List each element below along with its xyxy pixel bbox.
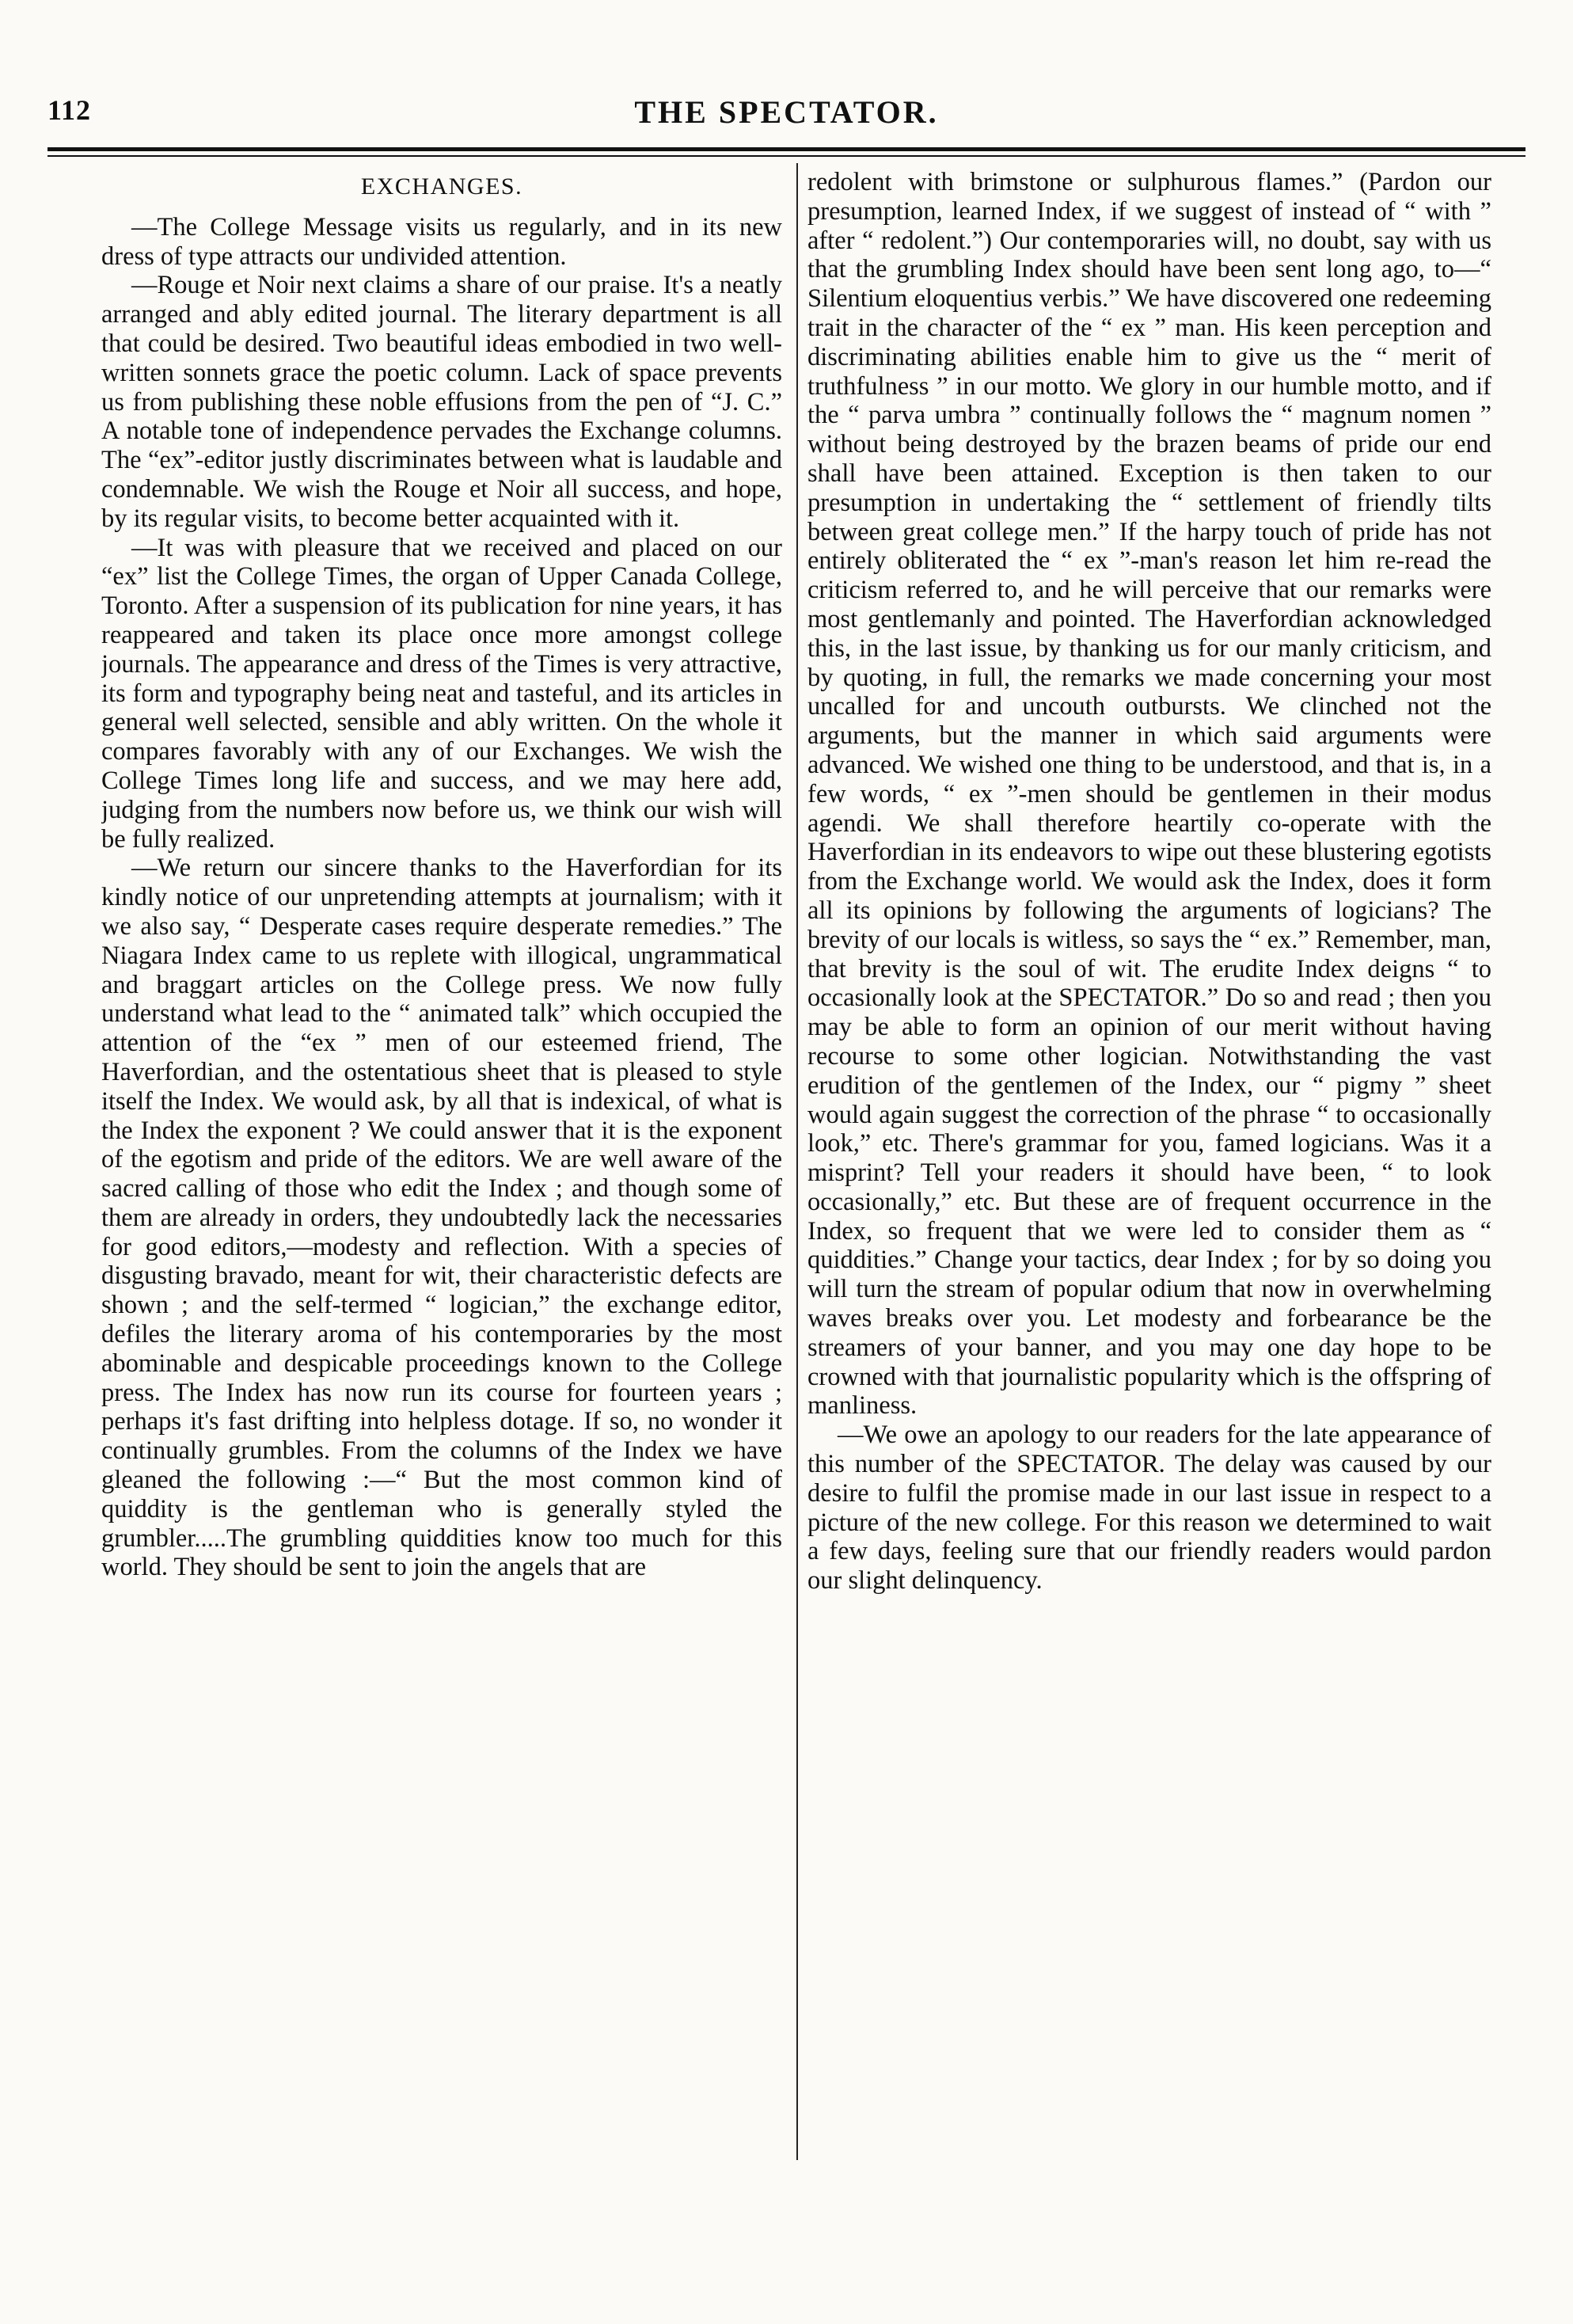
- paragraph-rouge-et-noir: —Rouge et Noir next claims a share of our praise. It's a neatly arranged and ably edited journal. The literary department is all that could be desired. Two beautiful ideas embodied in two well-written sonnets grace the poetic column. Lack of space prevents us from publishing these noble effusions from the pen of “J. C.” A notable tone of independence pervades the Exchange columns. The “ex”-editor justly discriminates between what is laudable and condemnable. We wish the Rouge et Noir all success, and hope, by its regular visits, to become better acquainted with it.: [101, 271, 782, 533]
- paragraph-college-times: —It was with pleasure that we received and placed on our “ex” list the College Times, the organ of Upper Canada College, Toronto. After a suspension of its publication for nine years, it has reappeared and taken its place once more amongst college journals. The appearance and dress of the Times is very attractive, its form and typography being neat and tasteful, and its articles in general well selected, sensible and ably written. On the whole it compares favorably with any of our Exchanges. We wish the College Times long life and success, and we may here add, judging from the numbers now before us, we think our wish will be fully realized.: [101, 533, 782, 854]
- paragraph-index-continued: redolent with brimstone or sulphurous flames.” (Pardon our presumption, learned Index, if we suggest of instead of “ with ” after “ redolent.”) Our contemporaries will, no doubt, say with us that the grumbling Index should have been sent long ago, to—“ Silentium eloquentius verbis.” We have discovered one redeeming trait in the character of the “ ex ” man. His keen perception and discriminating abilities enable him to give us the “ merit of truthfulness ” in our motto. We glory in our humble motto, and if the “ parva umbra ” continually follows the “ magnum nomen ” without being destroyed by the brazen beams of pride our end shall have been attained. Exception is then taken to our presumption in undertaking the “ settlement of friendly tilts between great college men.” If the harpy touch of pride has not entirely obliterated the “ ex ”-man's reason let him re-read the criticism referred to, and he will perceive that our remarks were most gentlemanly and pointed. The Haverfordian acknowledged this, in the last issue, by thanking us for our manly criticism, and by quoting, in full, the remarks we made concerning your most uncalled for and uncouth outbursts. We clinched not the arguments, but the manner in which said arguments were advanced. We wished one thing to be understood, and that is, in a few words, “ ex ”-men should be gentlemen in their modus agendi. We shall therefore heartily co-operate with the Haverfordian in its endeavors to wipe out these blustering egotists from the Exchange world. We would ask the Index, does it form all its opinions by following the arguments of logicians? The brevity of our locals is witless, so says the “ ex.” Remember, man, that brevity is the soul of wit. The erudite Index deigns “ to occasionally look at the SPECTATOR.” Do so and read ; then you may be able to form an opinion of our merit without having recourse to some other logician. Notwithstanding the vast erudition of the gentlemen of the Index, our “ pigmy ” sheet would again suggest the correction of the phrase “ to occasionally look,” etc. There's grammar for you, famed logicians. Was it a misprint? Tell your readers it should have been, “ to look occasionally,” etc. But these are of frequent occurrence in the Index, so frequent that we were led to consider them as “ quiddities.” Change your tactics, dear Index ; for by so doing you will turn the stream of popular odium that now in overwhelming waves breaks over you. Let modesty and forbearance be the streamers of your banner, and you may one day hope to be crowned with that journalistic popularity which is the offspring of manliness.: [807, 168, 1491, 1421]
- page-number: 112: [47, 94, 92, 126]
- page-header: [47, 93, 1526, 138]
- masthead-title: THE SPECTATOR.: [634, 94, 939, 130]
- column-divider: [796, 163, 798, 2160]
- left-column: [101, 168, 782, 2163]
- paragraph-apology: —We owe an apology to our readers for the late appearance of this number of the SPECTATOR. The delay was caused by our desire to fulfil the promise made in our last issue in respect to a picture of the new college. For this reason we determined to wait a few days, feeling sure that our friendly readers would pardon our slight delinquency.: [807, 1421, 1491, 1596]
- header-rule-thin: [47, 155, 1526, 157]
- header-rule-thick: [47, 147, 1526, 151]
- paragraph-college-message: —The College Message visits us regularly, and in its new dress of type attracts our undivided attention.: [101, 212, 782, 271]
- paragraph-haverfordian-index: —We return our sincere thanks to the Haverfordian for its kindly notice of our unpretending attempts at journalism; with it we also say, “ Desperate cases require desperate remedies.” The Niagara Index came to us replete with illogical, ungrammatical and braggart articles on the College press. We now fully understand what lead to the “ animated talk” which occupied the attention of the “ex ” men of our esteemed friend, The Haverfordian, and the ostentatious sheet that is pleased to style itself the Index. We would ask, by all that is indexical, of what is the Index the exponent ? We could answer that it is the exponent of the egotism and pride of the editors. We are well aware of the sacred calling of those who edit the Index ; and though some of them are already in orders, they undoubtedly lack the necessaries for good editors,—modesty and reflection. With a species of disgusting bravado, meant for wit, their characteristic defects are shown ; and the self-termed “ logician,” the exchange editor, defiles the literary aroma of his contemporaries by the most abominable and despicable proceedings known to the College press. The Index has now run its course for fourteen years ; perhaps it's fast drifting into helpless dotage. If so, no wonder it continually grumbles. From the columns of the Index we have gleaned the following :—“ But the most common kind of quiddity is the gentleman who is generally styled the grumbler.....The grumbling quiddities know too much for this world. They should be sent to join the angels that are: [101, 854, 782, 1582]
- section-title-exchanges: EXCHANGES.: [360, 173, 523, 200]
- right-column: [807, 168, 1491, 2163]
